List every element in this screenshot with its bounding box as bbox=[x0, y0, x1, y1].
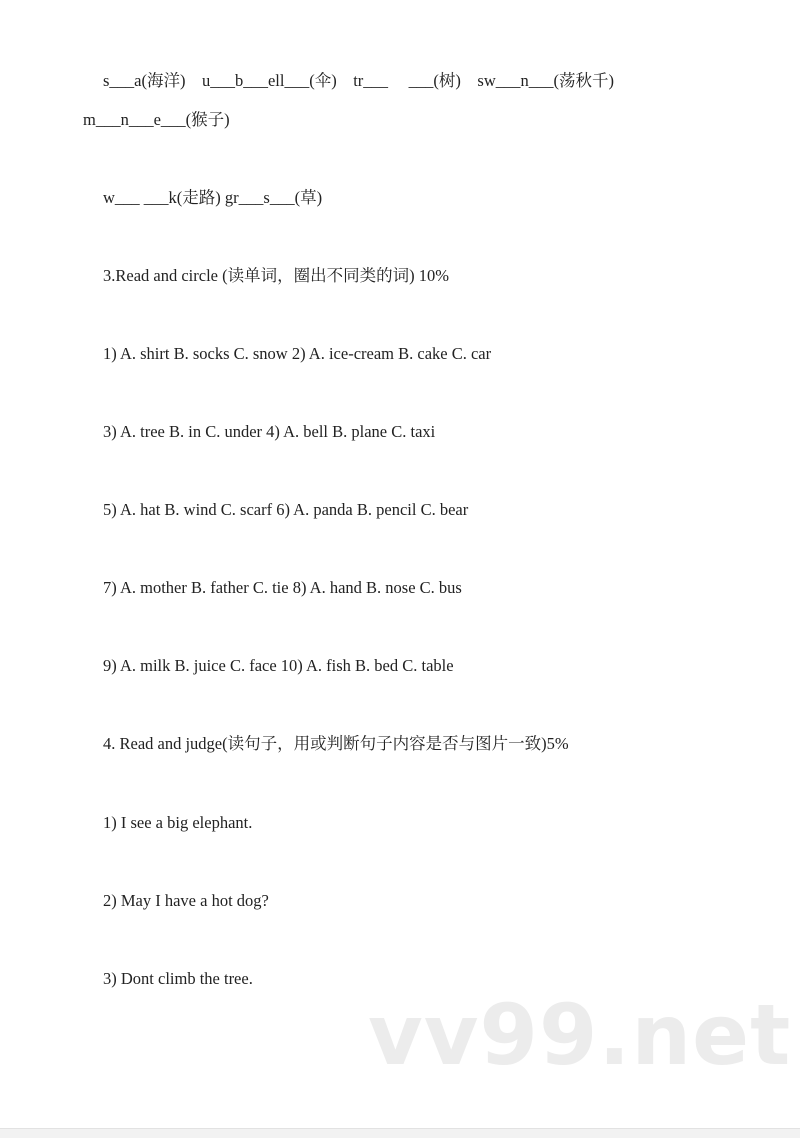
circle-row-5: 9) A. milk B. juice C. face 10) A. fish B. bed C. table bbox=[103, 656, 454, 675]
watermark: vv99.net bbox=[368, 986, 792, 1084]
spelling-line-3: w___ ___k(走路) gr___s___(草) bbox=[103, 188, 323, 207]
spelling-line-2: m___n___e___(猴子) bbox=[83, 110, 230, 129]
section-4-title: 4. Read and judge(读句子，用或判断句子内容是否与图片一致)5% bbox=[103, 734, 569, 753]
circle-row-3: 5) A. hat B. wind C. scarf 6) A. panda B. pencil C. bear bbox=[103, 500, 469, 519]
circle-row-4: 7) A. mother B. father C. tie 8) A. hand B. nose C. bus bbox=[103, 578, 462, 597]
judge-item-3: 3) Dont climb the tree. bbox=[103, 969, 253, 988]
judge-item-2: 2) May I have a hot dog? bbox=[103, 891, 269, 910]
judge-item-1: 1) I see a big elephant. bbox=[103, 813, 253, 832]
circle-row-1: 1) A. shirt B. socks C. snow 2) A. ice-cream B. cake C. car bbox=[103, 344, 492, 363]
spelling-line-1: s___a(海洋) u___b___ell___(伞) tr___ ___(树) sw___n___(荡秋千) bbox=[103, 71, 614, 90]
section-3-title: 3.Read and circle (读单词，圈出不同类的词) 10% bbox=[103, 266, 449, 285]
circle-row-2: 3) A. tree B. in C. under 4) A. bell B. plane C. taxi bbox=[103, 422, 436, 441]
